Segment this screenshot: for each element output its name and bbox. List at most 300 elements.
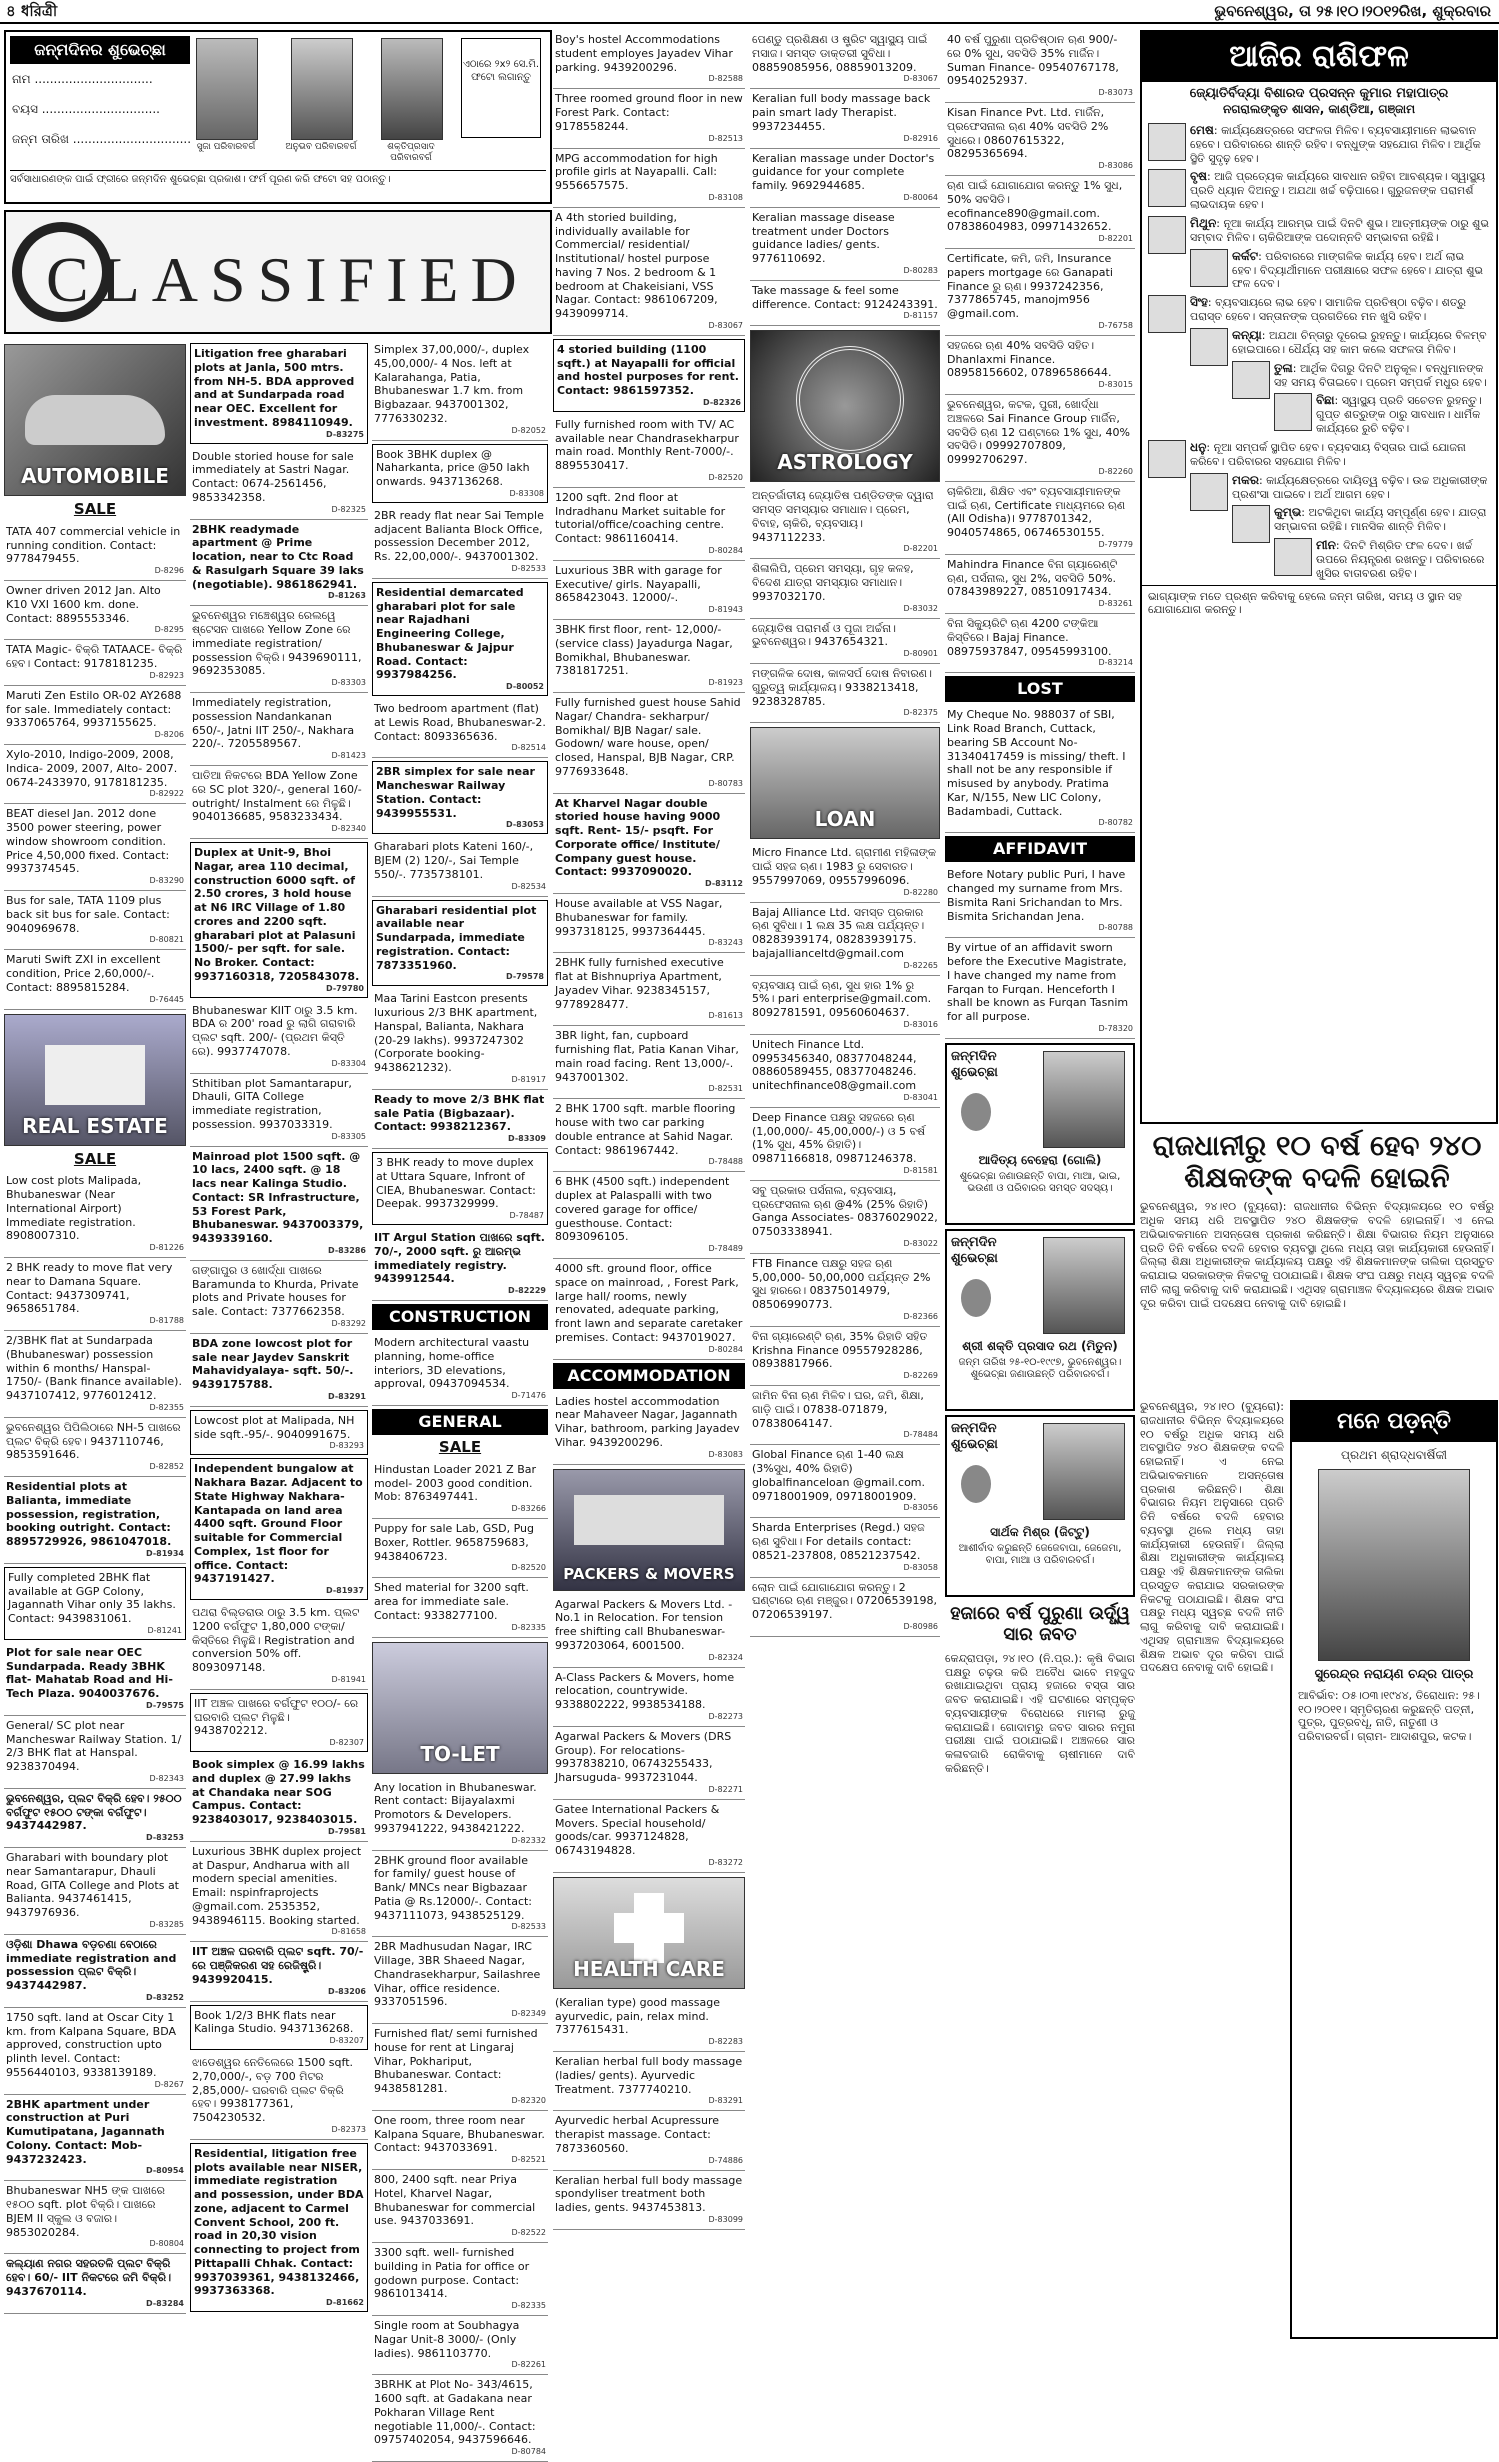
- classified-ad: [4, 1331, 186, 1418]
- classified-ad: [372, 1778, 548, 1851]
- ad-text: 1200 sqft. 2nd floor at Indradhanu Market suitable for tutorial/office/coaching centre. Contact: 9861160414.: [555, 491, 725, 545]
- ad-text: Independent bungalow at Nakhara Bazar. Adjacent to State Highway Nakhara-Kantapada on land area 4400 sqft. Ground Floor suitable for Commercial Complex, 1st floor for office. Contact: 9437191427.: [194, 1462, 363, 1585]
- ad-code: D-83099: [555, 2215, 743, 2225]
- ad-text: Ladies hostel accommodation near Mahaveer Nagar, Jagannath Vihar, bathroom, parking Jayadev Vihar. 9439200296.: [555, 1395, 740, 1449]
- ad-text: 4 storied building (1100 sqft.) at Nayapalli for official and hostel purposes for rent. Contact: 9861597352.: [557, 343, 739, 397]
- ad-text: Gharabari residential plot available near Sundarpada, immediate registration. Contact: 7873351960.: [376, 904, 536, 972]
- classified-ad: [190, 606, 368, 693]
- rashiphala-byline2: ନଗରାଲଙ୍କୃତ ଶାସନ, କାଣ୍ଡିଆ, ଗଞ୍ଜାମ: [1142, 102, 1496, 117]
- classified-ad: [553, 488, 745, 561]
- classified-ad: [553, 339, 745, 412]
- ad-code: D-80284: [555, 546, 743, 556]
- banner-text: CLASSIFIED: [46, 240, 529, 320]
- birthday-card-text: ଜନ୍ମ ତାରିଖ ୨୫-୧୦-୧୯୯୭, ଭୁବନେଶ୍ୱର। ଶୁଭେଚ୍ଛା ଜଣାଉଛନ୍ତି ପରିବାରବର୍ଗ।: [951, 1357, 1129, 1382]
- column-5-ads: [750, 30, 940, 326]
- classified-ad: [372, 1851, 548, 1938]
- ad-code: D-79779: [947, 540, 1133, 550]
- ad-code: D-83067: [555, 321, 743, 331]
- construction-heading: CONSTRUCTION: [372, 1304, 548, 1330]
- ad-code: D-83207: [194, 2036, 364, 2046]
- ad-text: 1750 sqft. land at Oscar City 1 km. from Kalpana Square, BDA approved, construction upto plinth level. Contact: 9556440103, 9338139189.: [6, 2011, 176, 2079]
- ad-text: Gharabari with boundary plot near Samantarapur, Dhauli Road, GITA College and Plots at Balianta. 9437461415, 9437976936.: [6, 1851, 179, 1919]
- ad-code: D-83112: [555, 879, 743, 889]
- classified-ad: [190, 842, 368, 998]
- ad-text: Agarwal Packers & Movers Ltd. - No.1 in Relocation. For tension free shifting call Bhubaneswar- 9937203064, 6001500.: [555, 1598, 732, 1652]
- ad-code: D-82320: [374, 2096, 546, 2106]
- ad-code: D-83291: [555, 2096, 743, 2106]
- classified-ad: [750, 281, 940, 327]
- ad-code: D-81923: [555, 678, 743, 688]
- ad-code: D-81943: [555, 605, 743, 615]
- tolet-ads: [372, 1778, 548, 2462]
- birthday-card-name: ଶ୍ରୀ ଶକ୍ତି ପ୍ରସାଦ ରଥ (ମିତୁନ): [951, 1339, 1129, 1354]
- classified-ad: [190, 1410, 368, 1456]
- ad-text: 2BHK fully furnished executive flat at Bishnupriya Apartment, Jayadev Vihar. 9238345157, 9778928477.: [555, 956, 724, 1010]
- column-4: [553, 30, 745, 2335]
- zodiac-text: ଅଯଥା ଚିନ୍ତାରୁ ଦୂରେଇ ରୁହନ୍ତୁ। କାର୍ଯ୍ୟରେ ବିଳମ୍ବ ହୋଇପାରେ। ଧୈର୍ଯ୍ୟ ସହ କାମ କଲେ ସଫଳତା ମିଳିବ।: [1232, 329, 1487, 356]
- birthday-card-title: ଜନ୍ମଦିନ ଶୁଭେଚ୍ଛା: [951, 1235, 1031, 1268]
- ad-text: Bus for sale, TATA 1109 plus back sit bus for sale. Contact: 9040969678.: [6, 894, 170, 935]
- ad-text: Hindustan Loader 2021 Z Bar model- 2003 good condition. Mob: 8763497441.: [374, 1463, 536, 1504]
- ad-code: D-82269: [752, 1371, 938, 1381]
- astrology-caption: ASTROLOGY: [751, 450, 939, 475]
- classified-ad: [4, 1643, 186, 1716]
- obituary-subtitle: ପ୍ରଥମ ଶ୍ରାଦ୍ଧବାର୍ଷିକୀ: [1292, 1448, 1496, 1463]
- ad-text: Xylo-2010, Indigo-2009, 2008, Indica- 2009, 2007, Alto- 2007. 0674-2433970, 9178181235.: [6, 748, 177, 789]
- classified-ad: [190, 1755, 368, 1842]
- ad-text: Immediately registration, possession Nandankanan 650/-, Jatni IIT 250/-, Nakhara 220/-. 7205589567.: [192, 696, 354, 750]
- zodiac-name: ତୁଳା: [1274, 361, 1293, 375]
- classified-ad: [372, 2024, 548, 2111]
- zodiac-text: ନୂଆ ସମ୍ପର୍କ ସ୍ଥାପିତ ହେବ। ବ୍ୟବସାୟ ବିସ୍ତାର ପାଇଁ ଯୋଜନା କରିବେ। ପରିବାରର ସହଯୋଗ ମିଳିବ।: [1190, 441, 1466, 468]
- column-1: [4, 340, 186, 2335]
- classified-ad: [553, 208, 745, 336]
- zodiac-sign-icon: [1190, 328, 1228, 366]
- ad-text: TATA 407 commercial vehicle in running condition. Contact: 9778479455.: [6, 525, 180, 566]
- birthday-form-title: ଜନ୍ମଦିନର ଶୁଭେଚ୍ଛା: [10, 36, 190, 64]
- classified-ad: [372, 1519, 548, 1578]
- classified-ad: [190, 1693, 368, 1752]
- ad-text: Deep Finance ପକ୍ଷରୁ ସହଜରେ ଋଣ (1,00,000/- 45,00,000/-) ଓ 5 ବର୍ଷ (1% ସୁଧ, 45% ରିହାତି)। 09871166818, 09871246378.: [752, 1111, 925, 1165]
- ad-code: D-78488: [555, 1157, 743, 1167]
- classified-ad: [750, 486, 940, 559]
- ad-code: D-82521: [374, 2155, 546, 2165]
- ad-code: D-82922: [6, 789, 184, 799]
- classified-ad: [553, 1259, 745, 1360]
- ad-code: D-82261: [374, 2360, 546, 2370]
- column-2: [190, 340, 368, 2335]
- classified-ad: [4, 2008, 186, 2095]
- ad-code: D-82335: [374, 1623, 546, 1633]
- ad-text: ବିନା ଗ୍ୟାରେଣ୍ଟି ଋଣ, 35% ରିହାତି ସହିତ Krishna Finance 09557928286, 08938817966.: [752, 1330, 927, 1371]
- classified-ad: [190, 693, 368, 766]
- ad-text: ଭୁବନେଶ୍ୱର ପିପିଲିଠାରେ NH-5 ପାଖରେ ପ୍ଲଟ ବିକ୍ରି ହେବ। 9437110746, 9853591646.: [6, 1421, 181, 1462]
- ad-text: Two bedroom apartment (flat) at Lewis Road, Bhubaneswar-2. Contact: 8093365636.: [374, 702, 546, 743]
- lost-ads: [945, 705, 1135, 833]
- tolet-caption: TO-LET: [373, 1742, 547, 1767]
- ad-text: Kisan Finance Pvt. Ltd. ମାର୍ଜିନ, ପ୍ରଫେସନାଲ ଋଣ 40% ସବସିଡି 2% ସୁଧରେ। 08607615322, 08295365694.: [947, 106, 1108, 160]
- classified-ad: [553, 1099, 745, 1172]
- ad-code: D-79575: [6, 1701, 184, 1711]
- birthday-card-title: ଜନ୍ମଦିନ ଶୁଭେଚ୍ଛା: [951, 1049, 1031, 1082]
- ad-code: D-82533: [374, 1922, 546, 1932]
- classified-ad: [553, 1595, 745, 1668]
- ad-code: D-8295: [6, 625, 184, 635]
- classified-ad: [372, 1460, 548, 1519]
- ad-code: D-78484: [752, 1430, 938, 1440]
- ad-text: ପେଣ୍ଡୁ ପ୍ରଶିକ୍ଷଣ ଓ ଷ୍ଟ୍ରିଟ ସ୍ୱାସ୍ଥ୍ୟ ପାଇଁ ମସାଜ। ସମସ୍ତ ଡାକ୍ତରୀ ସୁବିଧା। 08859085956, 08859013209.: [752, 33, 927, 74]
- ad-code: D-82271: [555, 1785, 743, 1795]
- ad-text: Mainroad plot 1500 sqft. @ 10 lacs, 2400 sqft. @ 18 lacs near Kalinga Studio. Contact: SR Infrastructure, 53 Forest Park, Bhubaneswar. 9437003379, 9439339160.: [192, 1150, 363, 1246]
- ad-text: Bajaj Alliance Ltd. ସମସ୍ତ ପ୍ରକାର ଋଣ ସୁବିଧା। 1 ଲକ୍ଷ 35 ଲକ୍ଷ ପର୍ଯ୍ୟନ୍ତ। 08283939174, 08283939175. bajajallianceltd@gmail.com: [752, 906, 924, 960]
- zodiac-text: ପରିବାରରେ ମାଙ୍ଗଳିକ କାର୍ଯ୍ୟ ହେବ। ଅର୍ଥ ଲାଭ ହେବ। ବିଦ୍ୟାର୍ଥୀମାନେ ପରୀକ୍ଷାରେ ସଫଳ ହେବେ। ଯାତ୍ରା ଶୁଭ ଫଳ ଦେବ।: [1232, 250, 1483, 291]
- classified-ad: [553, 953, 745, 1026]
- ad-text: Book 3BHK duplex @ Naharkanta, price @50 lakh onwards. 9437136268.: [376, 448, 530, 489]
- zodiac-sign-icon: [1148, 169, 1186, 207]
- rashiphala-section: [1140, 30, 1498, 1124]
- ad-text: Unitech Finance Ltd. 09953456340, 08377048244, 08860589455, 08377048246. unitechfinance08@gmail.com: [752, 1038, 916, 1092]
- realestate-ads: [4, 1171, 186, 2313]
- classified-ad: [190, 2143, 368, 2312]
- classified-ad: [553, 2111, 745, 2170]
- ad-text: A 4th storied building, individually available for Commercial/ residential/ Institutional/ hostel purpose having 7 Nos. 2 bedroom & 1 bedroom at Chakeisiani, VSS Nagar. Contact: 9861067209, 9439099714.: [555, 211, 718, 320]
- classified-ad: [553, 620, 745, 693]
- ad-code: D-80788: [947, 923, 1133, 933]
- classified-ad: [750, 89, 940, 148]
- ad-text: Simplex 37,00,000/-, duplex 45,00,000/- 4 Nos. left at Kalarahanga, Patia, Bhubaneswar 1.7 km. from Bigbazaar. 9437001302, 7776330232.: [374, 343, 529, 425]
- classified-ad: [190, 1147, 368, 1261]
- classified-ad: [190, 1334, 368, 1407]
- zodiac-entry: ମକର: କାର୍ଯ୍ୟକ୍ଷେତ୍ରରେ ଦାୟିତ୍ୱ ବଢ଼ିବ। ଉଚ୍ଚ ଅଧିକାରୀଙ୍କ ପ୍ରଶଂସା ପାଇବେ। ଅର୍ଥ ଆଗମ ହେବ।: [1148, 473, 1490, 502]
- ad-text: ଝାଡେଶ୍ୱର ନେତିଲେରେ 1500 sqft. 2,70,000/-, ବଡ଼ 700 ମିଟର 2,85,000/- ଘରବାରି ପ୍ଲଟ ବିକ୍ରି ହେବ। 9938177361, 7504230532.: [192, 2056, 353, 2124]
- ad-code: D-8296: [6, 566, 184, 576]
- ad-text: FTB Finance ପକ୍ଷରୁ ସହଜ ଋଣ 5,00,000- 50,00,000 ପର୍ଯ୍ୟନ୍ତ 2% ସୁଧ ହାରରେ। 08375014979, 08506990773.: [752, 1257, 931, 1311]
- ad-text: ଲୋନ ପାଇଁ ଯୋଗାଯୋଗ କରନ୍ତୁ। 2 ଘଣ୍ଟାରେ ଋଣ ମଞ୍ଜୁର। 07206539198, 07206539197.: [752, 1581, 937, 1622]
- ad-text: ଭୁବନେଶ୍ୱର, କଟକ, ପୁରୀ, ଖୋର୍ଦ୍ଧା ଅଞ୍ଚଳରେ Sai Finance Group ମାର୍ଜିନ, ସବସିଡି ଋଣ 12 ଘଣ୍ଟାରେ 1% ସୁଧ, 40% ସବସିଡି। 09992707809, 09992706297.: [947, 398, 1130, 466]
- classified-ad: [190, 766, 368, 839]
- news-continuation: [1140, 1400, 1284, 2335]
- classified-ad: [553, 1727, 745, 1800]
- packers-image: [553, 1469, 745, 1591]
- ad-code: D-83073: [947, 88, 1133, 98]
- classified-ad: [190, 2005, 368, 2051]
- classified-ad: [4, 1477, 186, 1564]
- ad-text: Sharda Enterprises (Regd.) ସହଜ ଋଣ ସୁବିଧା। For details contact: 08521-237808, 08521237542.: [752, 1521, 925, 1562]
- ad-code: D-78320: [947, 1024, 1133, 1034]
- ad-text: BEAT diesel Jan. 2012 done 3500 power steering, power window showroom condition. Price 4,50,000 fixed. Contact: 9937374545.: [6, 807, 169, 875]
- ad-text: 2BR Madhusudan Nagar, IRC Village, 3BR Shaeed Nagar, Chandrasekharpur, Sailashree Vihar, office residence. 9337051596.: [374, 1940, 540, 2008]
- ad-text: Book 1/2/3 BHK flats near Kalinga Studio. 9437136268.: [194, 2009, 353, 2036]
- ad-text: ବିନା ସିକ୍ୟୁରିଟି ଋଣ 4200 ଟଙ୍କିଆ କିସ୍ତିରେ। Bajaj Finance. 08975937847, 09545993100.: [947, 617, 1111, 658]
- classified-ad: [945, 249, 1135, 336]
- classified-ad: [553, 1392, 745, 1465]
- classified-ad: [750, 843, 940, 902]
- photo-caption: ଶକ୍ତିପ୍ରସାଦ ପରିବାରବର୍ଗ: [371, 142, 451, 165]
- zodiac-name: କର୍କଟ: [1232, 249, 1258, 263]
- zodiac-text: ଦିନଟି ମିଶ୍ରିତ ଫଳ ଦେବ। ଖର୍ଚ୍ଚ ଉପରେ ନିୟନ୍ତ୍ରଣ ରଖନ୍ତୁ। ପରିବାରରେ ଖୁସିର ବାତାବରଣ ରହିବ।: [1316, 539, 1484, 580]
- ad-text: 6 BHK (4500 sqft.) independent duplex at Palaspalli with two covered garage for office/ guesthouse. Contact: 8093096105.: [555, 1175, 729, 1243]
- ad-code: D-82265: [752, 961, 938, 971]
- ad-code: D-83275: [194, 430, 364, 440]
- ad-code: D-83284: [6, 2299, 184, 2309]
- ad-code: D-83292: [192, 1319, 366, 1329]
- zodiac-text: ଆର୍ଥିକ ଦିଗରୁ ଦିନଟି ଅନୁକୂଳ। ବନ୍ଧୁମାନଙ୍କ ସହ ସମୟ ବିତାଇବେ। ପ୍ରେମ ସମ୍ପର୍କ ମଧୁର ହେବ।: [1274, 362, 1487, 389]
- ad-text: 2/3BHK flat at Sundarpada (Bhubaneswar) possession within 6 months/ Hanspal- 1750/- (Bank finance available). 9437107412, 9776012412.: [6, 1334, 182, 1402]
- ad-text: Duplex at Unit-9, Bhoi Nagar, area 110 decimal, construction 6000 sqft. of 2.50 crores, 3 hold house at N6 IRC Village of 1.80 crores and 2200 sqft. gharabari plot at Palasuni 1500/- per sqft. for sale. No Broker. Contact: 9937160318, 7205843078.: [194, 846, 359, 983]
- ad-text: Puppy for sale Lab, GSD, Pug Boxer, Rottler. 9658759683, 9438406723.: [374, 1522, 534, 1563]
- column-3-ads: [372, 340, 548, 1301]
- ad-code: D-79578: [376, 972, 544, 982]
- ad-code: D-82307: [194, 1738, 364, 1748]
- rashiphala-title: ଆଜିର ରାଶିଫଳ: [1142, 32, 1496, 82]
- ad-text: Boy's hostel Accommodations student employes Jayadev Vihar parking. 9439200296.: [555, 33, 733, 74]
- birthday-card: [945, 1229, 1135, 1411]
- ad-code: D-83308: [376, 489, 544, 499]
- classified-ad: [190, 520, 368, 607]
- ad-text: ସବୁ ପ୍ରକାର ପର୍ସନାଲ, ବ୍ୟବସାୟ, ପ୍ରଫେସନାଲ ଋଣ @4% (25% ରିହାତି) Ganga Associates- 08376029022, 07503338941.: [752, 1184, 938, 1238]
- ad-code: D-82588: [555, 74, 743, 84]
- child-photo: [381, 38, 443, 140]
- classified-ad: [553, 561, 745, 620]
- classified-ad: [4, 581, 186, 640]
- ad-text: Keralian massage disease treatment under Doctors guidance ladies/ gents. 9776110692.: [752, 211, 895, 265]
- ad-code: D-83285: [6, 1920, 184, 1930]
- classified-ad: [553, 693, 745, 794]
- classified-ad: [4, 1258, 186, 1331]
- cross-icon-bar: [614, 1913, 684, 1943]
- ad-code: D-81788: [6, 1316, 184, 1326]
- classified-ad: [372, 2111, 548, 2170]
- classified-ad: [945, 705, 1135, 833]
- classified-ad: [553, 2052, 745, 2111]
- ad-code: D-8267: [6, 2080, 184, 2090]
- ad-code: D-82852: [6, 1462, 184, 1472]
- birthday-card: [945, 1043, 1135, 1225]
- classified-ad: [4, 640, 186, 686]
- ad-text: Low cost plots Malipada, Bhubaneswar (Near International Airport) Immediate registration. 8908007310.: [6, 1174, 141, 1242]
- classified-ad: [945, 103, 1135, 176]
- birthday-card-name: ଆଦିତ୍ୟ ବେହେରା (ଗୋଲି): [951, 1153, 1129, 1168]
- news-small-body: କେନ୍ଦ୍ରାପଡ଼ା, ୨୪।୧୦ (ନି.ପ୍ର.): କୃଷି ବିଭାଗ ପକ୍ଷରୁ ଚଢ଼ଉ କରି ଅବୈଧ ଭାବେ ମହଜୁଦ ରଖାଯାଇଥିବା ପ୍ରାୟ ହଜାରେ ବସ୍ତା ସାର ଜବତ କରାଯାଇଛି। ଏହି ଘଟଣାରେ ସମ୍ପୃକ୍ତ ବ୍ୟବସାୟୀଙ୍କ ବିରୋଧରେ ମାମଲା ରୁଜୁ କରାଯାଇଛି। ଗୋଦାମରୁ ଜବତ ସାରର ନମୁନା ପରୀକ୍ଷା ପାଇଁ ପଠାଯାଇଛି। ଅଞ୍ଚଳରେ ସାର କଳାବଜାରି ରୋକିବାକୁ ଚାଷୀମାନେ ଦାବି କରିଛନ୍ତି।: [945, 1652, 1135, 1776]
- ad-text: 3 BHK ready to move duplex at Uttara Square, Infront of CIEA, Bhubaneswar. Contact: Deepak. 9937329999.: [376, 1156, 536, 1210]
- zodiac-wheel: [796, 346, 904, 454]
- field-label: ନାମ: [12, 72, 31, 86]
- ad-code: D-82340: [192, 824, 366, 834]
- ad-text: Luxurious 3BHK duplex project at Daspur, Andharua with all modern special amenities. Email: nspinfraprojects @gmail.com. 2535352, 9438946115. Booking started.: [192, 1845, 361, 1927]
- ad-text: Owner driven 2012 Jan. Alto K10 VXI 1600 km. done. Contact: 8895553346.: [6, 584, 161, 625]
- ad-text: Gatee International Packers & Movers. Special household/ goods/car. 9937124828, 06743194828.: [555, 1803, 719, 1857]
- ad-code: D-8206: [6, 730, 184, 740]
- ad-code: D-82201: [752, 544, 938, 554]
- ad-text: ଭୁବନେଶ୍ୱର, ପ୍ଲଟ ବିକ୍ରି ହେବ। ୨୫୦୦ ବର୍ଗଫୁଟ ୧୫୦୦ ଟଙ୍କା ବର୍ଗଫୁଟ। 9437442987.: [6, 1792, 182, 1833]
- ad-code: D-76758: [947, 321, 1133, 331]
- ad-text: Maruti Zen Estilo OR-02 AY2688 for sale. Immediately contact: 9337065764, 9937155625.: [6, 689, 181, 730]
- classified-ad: [372, 582, 548, 696]
- ad-code: D-82916: [752, 134, 938, 144]
- ad-text: Gharabari plots Kateni 160/-, BJEM (2) 120/-, Sai Temple 550/-. 7735738101.: [374, 840, 533, 881]
- page-number: ৪ ধরিত্রী: [6, 2, 57, 21]
- car-shape: [25, 395, 165, 445]
- affidavit-ads: [945, 865, 1135, 1039]
- zodiac-sign-icon: [1274, 538, 1312, 576]
- ad-code: D-81934: [6, 1549, 184, 1559]
- ad-text: କଲ୍ୟାଣ ନଗର ସହରତଳି ପ୍ଲଟ ବିକ୍ରି ହେବ। 60/- IIT ନିକଟରେ ଜମି ବିକ୍ରି। 9437670114.: [6, 2257, 171, 2298]
- classified-ad: [4, 2254, 186, 2313]
- ad-code: D-81226: [6, 1243, 184, 1253]
- birthday-card-title: ଜନ୍ମଦିନ ଶୁଭେଚ୍ଛା: [951, 1421, 1031, 1454]
- photo-caption: ସୁଜା ପରିବାରବର୍ଗ: [186, 142, 266, 153]
- classified-ad: [750, 1578, 940, 1637]
- ad-code: D-83243: [555, 938, 743, 948]
- obituary-name: ସୁରେନ୍ଦ୍ର ନରାୟଣ ଚନ୍ଦ୍ର ପାତ୍ର: [1296, 1667, 1492, 1683]
- classified-ad: [553, 1172, 745, 1259]
- photo-placeholder: ଏଠାରେ ୨x୨ ସେ.ମି. ଫଟୋ ଲଗାନ୍ତୁ: [461, 38, 541, 138]
- classified-ad: [945, 865, 1135, 938]
- ad-code: D-83067: [752, 74, 938, 84]
- balloon-icon: [961, 1093, 991, 1131]
- classified-ad: [553, 30, 745, 89]
- ad-text: 4000 sft. ground floor, office space on mainroad, , Forest Park, large hall/ rooms, newly renovated, adequate parking, front lawn and separate caretaker premises. Contact: 9437019027.: [555, 1262, 742, 1344]
- ad-code: D-80783: [555, 779, 743, 789]
- child-photo: [291, 38, 353, 140]
- ad-text: Keralian full body massage back pain smart lady Therapist. 9937234455.: [752, 92, 930, 133]
- classified-ad: [750, 559, 940, 618]
- ad-text: 3BRHK at Plot No- 343/4615, 1600 sqft. at Gadakana near Pokharan Village Rent negotiable 11,000/-. Contact: 09757402054, 9437596646.: [374, 2378, 536, 2446]
- field-label: ଜନ୍ମ ତାରିଖ: [12, 132, 69, 146]
- zodiac-text: ସ୍ୱାସ୍ଥ୍ୟ ପ୍ରତି ସଚେତନ ରୁହନ୍ତୁ। ଗୁପ୍ତ ଶତ୍ରୁଙ୍କ ଠାରୁ ସାବଧାନ। ଧାର୍ମିକ କାର୍ଯ୍ୟରେ ରୁଚି ବଢ଼ିବ।: [1316, 394, 1482, 435]
- classified-ad: [945, 482, 1135, 555]
- ad-code: D-82201: [947, 234, 1133, 244]
- classified-ad: [190, 1603, 368, 1690]
- ad-text: Plot for sale near OEC Sundarpada. Ready 3BHK flat- Mahatab Road and Hi-Tech Plaza. 9040037676.: [6, 1646, 173, 1700]
- health-caption: HEALTH CARE: [554, 1957, 744, 1982]
- ad-code: D-82513: [555, 134, 743, 144]
- ad-text: Fully furnished room with TV/ AC available near Chandrasekharpur main road. Monthly Rent-7000/-. 8895530417.: [555, 418, 739, 472]
- ad-text: Maa Tarini Eastcon presents luxurious 2/3 BHK apartment, Hanspal, Balianta, Nakhara (20-29 lakhs). 9937247302 (Corporate booking- 9438621232).: [374, 992, 537, 1074]
- ad-code: D-83056: [752, 1503, 938, 1513]
- obituary-section: [1290, 1400, 1498, 2339]
- ad-text: Lowcost plot at Malipada, NH side sqft.-95/-. 9040991675.: [194, 1414, 354, 1441]
- zodiac-entry: ତୁଳା: ଆର୍ଥିକ ଦିଗରୁ ଦିନଟି ଅନୁକୂଳ। ବନ୍ଧୁମାନଙ୍କ ସହ ସମୟ ବିତାଇବେ। ପ୍ରେମ ସମ୍ପର୍କ ମଧୁର ହେବ।: [1148, 361, 1490, 390]
- zodiac-sign-icon: [1190, 249, 1228, 287]
- classified-ad: [372, 444, 548, 503]
- ad-code: D-82280: [752, 888, 938, 898]
- truck-shape: [574, 1495, 724, 1545]
- ad-text: 2 BHK 1700 sqft. marble flooring house with two car parking double entrance at Sahid Nagar. Contact: 9861967442.: [555, 1102, 735, 1156]
- ad-text: TATA Magic- ବିକ୍ରି TATAACE- ବିକ୍ରି ହେବ। Contact: 9178181235.: [6, 643, 182, 670]
- zodiac-name: ମେଷ: [1190, 123, 1214, 137]
- ad-text: 2 BHK ready to move flat very near to Damana Square. Contact: 9437309741, 9658651784.: [6, 1261, 172, 1315]
- ad-code: D-83058: [752, 1563, 938, 1573]
- classified-ad: [190, 1074, 368, 1147]
- realestate-caption: REAL ESTATE: [5, 1114, 185, 1139]
- classified-ad: [750, 976, 940, 1035]
- ad-code: D-82324: [555, 1653, 743, 1663]
- ad-text: Fully completed 2BHK flat available at GGP Colony, Jagannath Vihar only 35 lakhs. Contact: 9439831061.: [8, 1571, 176, 1625]
- ad-text: ପାତିଆ ନିକଟରେ BDA Yellow Zone ରେ SC plot 320/-, general 160/- outright/ Instalment ରେ ମିଳୁଛି। 9040136685, 9583233434.: [192, 769, 362, 823]
- classified-ad: [750, 1254, 940, 1327]
- ad-code: D-81581: [752, 1166, 938, 1176]
- page-date: ଭୁବନେଶ୍ୱର, ତା ୨୫।୧୦।୨୦୧୨ରିଖ, ଶୁକ୍ରବାର: [1214, 2, 1491, 21]
- ad-code: D-80064: [752, 193, 938, 203]
- classified-ad: [372, 837, 548, 896]
- news-section: [1140, 1130, 1494, 1390]
- birthday-form-field-name: ନାମ ...............................: [12, 72, 153, 87]
- classified-ad: [750, 1518, 940, 1577]
- ad-text: Certificate, କମି, ଜମି, Insurance papers mortgage ରେ Ganapati Finance ରୁ ଋଣ। 9937242356, 7377865745, manojm956 @gmail.com.: [947, 252, 1113, 320]
- ad-text: Ayurvedic herbal Acupressure therapist massage. Contact: 7873360560.: [555, 2114, 719, 2155]
- ad-text: ଜାମିନ ବିନା ଋଣ ମିଳିବ। ଘର, ଜମି, ଶିକ୍ଷା, ଗାଡ଼ି ପାଇଁ। 07838-071879, 07838064147.: [752, 1389, 924, 1430]
- zodiac-sign-icon: [1148, 123, 1186, 161]
- ad-text: Double storied house for sale immediately at Sastri Nagar. Contact: 0674-2561456, 9853342358.: [192, 450, 354, 504]
- ad-text: Residential demarcated gharabari plot for sale near Rajadhani Engineering College, Bhubaneswar & Jajpur Road. Contact: 9937984256.: [376, 586, 524, 682]
- ad-text: 2BHK ground floor available for family/ guest house of Bank/ MNCs near Bigbazaar Patia @ Rs.12000/-. Contact: 9437111073, 9438525129.: [374, 1854, 532, 1922]
- classified-ad: [372, 2170, 548, 2243]
- ad-code: D-83022: [752, 1239, 938, 1249]
- classified-ad: [553, 89, 745, 148]
- ad-text: Fully furnished guest house Sahid Nagar/ Chandra- sekharpur/ Bomikhal/ BJB Nagar/ sale. Godown/ ware house, open/ closed, Hanspal, BJB Nagar, CRP. 9776933648.: [555, 696, 741, 778]
- ad-text: (Keralian type) good massage ayurvedic, pain, relax mind. 7377615431.: [555, 1996, 720, 2037]
- ad-text: 40 ବର୍ଷ ପୁରୁଣା ପ୍ରତିଷ୍ଠାନ ଋଣ 900/- ରେ 0% ସୁଧ, ସବସିଡି 35% ମାର୍ଜିନ। Suman Finance- 09540767178, 09540252937.: [947, 33, 1119, 87]
- classified-ad: [372, 2243, 548, 2316]
- field-label: ବୟସ: [12, 102, 38, 116]
- news-body: ଭୁବନେଶ୍ୱର, ୨୪।୧୦ (ବ୍ୟୁରୋ): ରାଜଧାନୀର ବିଭିନ୍ନ ବିଦ୍ୟାଳୟରେ ୧୦ ବର୍ଷରୁ ଅଧିକ ସମୟ ଧରି ଅବସ୍ଥାପିତ ୨୪୦ ଶିକ୍ଷକଙ୍କ ବଦଳି ହୋଇନାହିଁ। ଏ ନେଇ ଅଭିଭାବକମାନେ ଅସନ୍ତୋଷ ପ୍ରକାଶ କରିଛନ୍ତି। ଶିକ୍ଷା ବିଭାଗର ନିୟମ ଅନୁସାରେ ପ୍ରତି ତିନି ବର୍ଷରେ ବଦଳି ହେବାର ବ୍ୟବସ୍ଥା ଥିଲେ ମଧ୍ୟ ତାହା କାର୍ଯ୍ୟକାରୀ ହେଉନାହିଁ। ଜିଲ୍ଲା ଶିକ୍ଷା ଅଧିକାରୀଙ୍କ କାର୍ଯ୍ୟାଳୟ ପକ୍ଷରୁ ଏହି ଶିକ୍ଷକମାନଙ୍କ ତାଲିକା ପ୍ରସ୍ତୁତ କରାଯାଇ ସରକାରଙ୍କ ନିକଟକୁ ପଠାଯାଇଛି। ଶିକ୍ଷକ ସଂଘ ପକ୍ଷରୁ ମଧ୍ୟ ସ୍ୱଚ୍ଛ ବଦଳି ନୀତି ଲାଗୁ କରିବାକୁ ଦାବି କରାଯାଇଛି। ଏଥିସହ ଗ୍ରାମାଞ୍ଚଳ ବିଦ୍ୟାଳୟରେ ଶିକ୍ଷକ ଅଭାବ ଦୂର କରିବା ପାଇଁ ପଦକ୍ଷେପ ନେବାକୁ ଦାବି ହୋଇଛି।: [1140, 1200, 1494, 1310]
- zodiac-sign-icon: [1232, 361, 1270, 399]
- column-6: [945, 30, 1135, 2335]
- general-ads: [372, 1460, 548, 1638]
- classified-ad: [4, 891, 186, 950]
- zodiac-entry: କନ୍ୟା: ଅଯଥା ଚିନ୍ତାରୁ ଦୂରେଇ ରୁହନ୍ତୁ। କାର୍ଯ୍ୟରେ ବିଳମ୍ବ ହୋଇପାରେ। ଧୈର୍ଯ୍ୟ ସହ କାମ କଲେ ସଫଳତା ମିଳିବ।: [1148, 328, 1490, 357]
- birthday-cards: [945, 1043, 1135, 1597]
- birthday-card: [945, 1415, 1135, 1597]
- photo-caption: ଅନୁଭବ ପରିବାରବର୍ଗ: [281, 142, 361, 153]
- ad-code: D-82332: [374, 1836, 546, 1846]
- zodiac-name: ମିଥୁନ: [1190, 216, 1216, 230]
- zodiac-entry: ମୀନ: ଦିନଟି ମିଶ୍ରିତ ଫଳ ଦେବ। ଖର୍ଚ୍ଚ ଉପରେ ନିୟନ୍ତ୍ରଣ ରଖନ୍ତୁ। ପରିବାରରେ ଖୁସିର ବାତାବରଣ ରହିବ।: [1148, 538, 1490, 581]
- ad-text: ଋଣ ପାଇଁ ଯୋଗାଯୋଗ କରନ୍ତୁ 1% ସୁଧ, 50% ସବସିଡି। ecofinance890@gmail.com. 07838604983, 09971432652.: [947, 179, 1122, 233]
- ad-code: D-80954: [6, 2166, 184, 2176]
- packers-caption: PACKERS & MOVERS: [554, 1565, 744, 1584]
- ad-code: D-83015: [947, 380, 1133, 390]
- ad-code: D-82373: [192, 2125, 366, 2135]
- ad-code: D-83108: [555, 193, 743, 203]
- classified-ad: [945, 336, 1135, 395]
- classified-ad: [190, 1942, 368, 2001]
- ad-text: Shed material for 3200 sqft. area for immediate sale. Contact: 9338277100.: [374, 1581, 529, 1622]
- classified-ad: [4, 1848, 186, 1935]
- zodiac-entry: ବୃଷ: ଆଜି ପ୍ରତ୍ୟେକ କାର୍ଯ୍ୟରେ ସାବଧାନ ରହିବା ଆବଶ୍ୟକ। ସ୍ୱାସ୍ଥ୍ୟ ପ୍ରତି ଧ୍ୟାନ ଦିଅନ୍ତୁ। ଅଯଥା ଖର୍ଚ୍ଚ ବଢ଼ିପାରେ। ଗୁରୁଜନଙ୍କ ପରାମର୍ଶ ଲାଭଦାୟକ ହେବ।: [1148, 169, 1490, 212]
- ad-code: D-80901: [752, 649, 938, 659]
- classified-ad: [553, 415, 745, 488]
- zodiac-name: ଧନୁ: [1190, 440, 1206, 454]
- ad-code: D-82533: [374, 564, 546, 574]
- ad-text: Mahindra Finance ବିନା ଗ୍ୟାରେଣ୍ଟି ଋଣ, ପର୍ସନାଲ, ସୁଧ 2%, ସବସିଡି 50%. 07843989227, 08510917434.: [947, 558, 1117, 599]
- classified-ad: [750, 903, 940, 976]
- classified-ad: [190, 1842, 368, 1943]
- ad-code: D-81263: [192, 591, 366, 601]
- ad-text: Micro Finance Ltd. ଗ୍ରାମୀଣ ମହିଳାଙ୍କ ପାଇଁ ସହଜ ଋଣ। 1983 ରୁ ସେବାରତ। 9557997069, 09557996096.: [752, 846, 936, 887]
- construction-ads: [372, 1333, 548, 1406]
- column-5: [750, 30, 940, 2335]
- zodiac-name: ବୃଷ: [1190, 169, 1207, 183]
- ad-code: D-82273: [555, 1712, 743, 1722]
- ad-code: D-83083: [555, 1450, 743, 1460]
- classified-ad: [553, 1668, 745, 1727]
- ad-code: D-81157: [752, 311, 938, 321]
- classified-ad: [945, 614, 1135, 673]
- ad-text: Keralian herbal full body massage (ladies/ gents). Ayurvedic Treatment. 7377740210.: [555, 2055, 742, 2096]
- zodiac-entry: କୁମ୍ଭ: ଅଟକିଥିବା କାର୍ଯ୍ୟ ସମ୍ପୂର୍ଣ୍ଣ ହେବ। ଯାତ୍ରା ସମ୍ଭାବନା ରହିଛି। ମାନସିକ ଶାନ୍ତି ମିଳିବ।: [1148, 505, 1490, 534]
